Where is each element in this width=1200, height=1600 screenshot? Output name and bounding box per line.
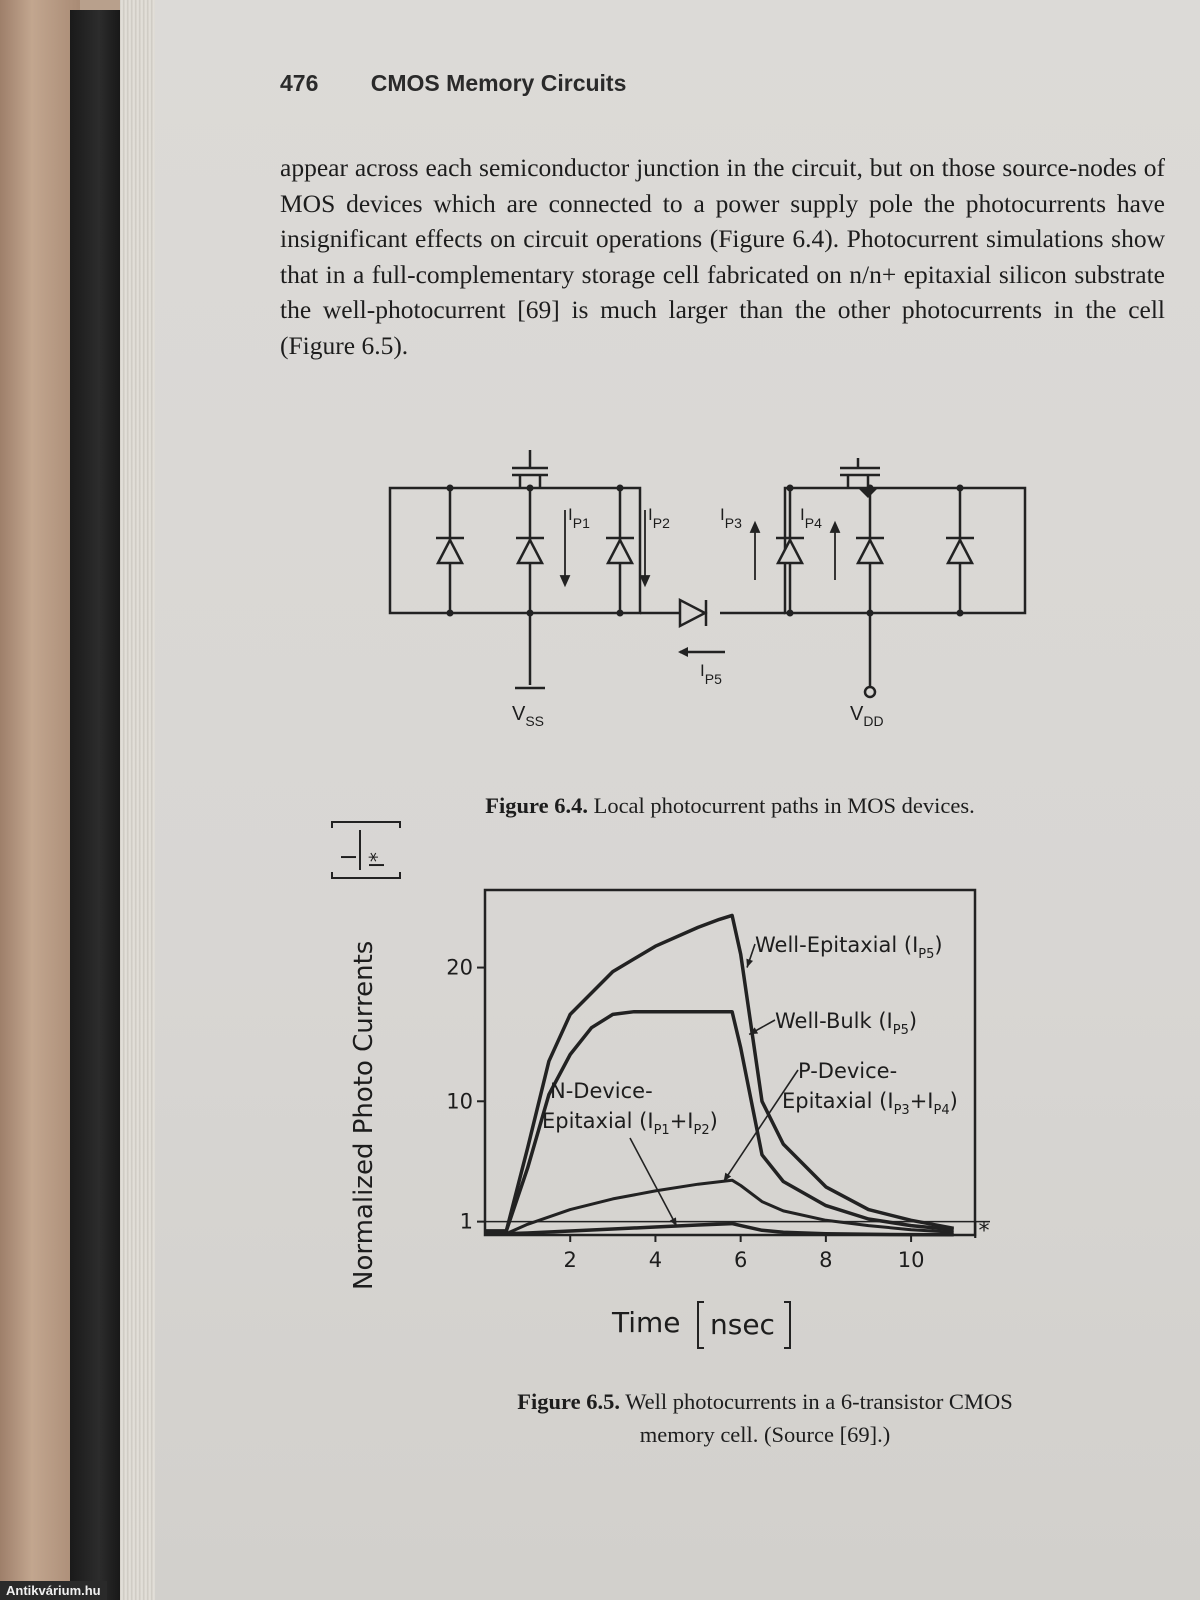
annotation-n-device-line1: N-Device-: [550, 1079, 653, 1103]
figure-6-4-circuit: [380, 430, 1080, 740]
x-tick-label: 2: [563, 1248, 577, 1272]
y-tick-label: 1: [459, 1209, 473, 1234]
watermark: Antikvárium.hu: [0, 1581, 107, 1600]
figure-6-5-caption: [300, 1385, 1200, 1451]
ip5-label: $I_{P5}$: [700, 661, 722, 687]
series-line-4: [485, 1224, 954, 1235]
page-number: 476: [280, 70, 319, 96]
x-tick-label: 4: [648, 1248, 663, 1272]
ip3-label: $I_{P3}$: [720, 505, 742, 531]
i-star-label: I*: [972, 1219, 990, 1244]
ip2-label: $I_{P2}$: [648, 505, 670, 531]
ip4-label: $I_{P4}$: [800, 505, 822, 531]
y-axis-title: Normalized Photo Currents: [349, 940, 379, 1290]
x-tick-label: 10: [897, 1248, 925, 1272]
annotation-arrowhead-1: [746, 959, 753, 968]
figure-6-5-caption-line1: Well photocurrents in a 6-transistor CMOS: [625, 1389, 1013, 1414]
annotation-p-device-line2: Epitaxial $(I_{P3}+I_{P4})$: [782, 1089, 958, 1118]
left-circuit-box: [390, 488, 640, 613]
annotation-well-epitaxial: Well-Epitaxial $(I_{P5})$: [755, 933, 943, 962]
figure-6-4-caption-label: Figure 6.4.: [485, 793, 588, 818]
shelf-background: [0, 0, 80, 1600]
y-unit-num: I: [337, 854, 361, 860]
y-tick-label: 10: [446, 1089, 473, 1114]
figure-6-5-chart: [320, 820, 1020, 1380]
running-title: CMOS Memory Circuits: [370, 70, 627, 96]
ip1-label: $I_{P1}$: [568, 505, 590, 531]
y-axis-unit: [332, 822, 400, 878]
x-unit-text: nsec: [710, 1308, 775, 1341]
y-unit-den: I*: [365, 852, 389, 868]
vdd-label: $V_{DD}$: [850, 703, 884, 729]
body-paragraph: appear across each semiconductor junction in the circuit, but on those source-nodes of MOS devices which are connected to a power supply pole the photocurrents have insignificant effects on circuit operations (Figure 6.4). Photocurrent simulations show that in a full-complementary storage cell fabricated on n/n+ epitaxial silicon substrate the well-photocurrent [69] is much larger than the other photocurrents in the cell (Figure 6.5).: [280, 153, 1165, 360]
running-header: [280, 70, 626, 97]
x-tick-label: 8: [819, 1248, 833, 1272]
annotation-well-bulk: Well-Bulk $(I_{P5})$: [775, 1009, 918, 1038]
annotation-leader-4: [630, 1138, 677, 1226]
right-circuit-box: [785, 488, 1025, 613]
annotation-p-device-line1: P-Device-: [798, 1059, 898, 1083]
figure-6-5-caption-label: Figure 6.5.: [517, 1389, 620, 1414]
figure-6-4-caption: [280, 793, 1180, 819]
vss-label: $V_{SS}$: [512, 703, 545, 729]
x-tick-label: 6: [733, 1248, 748, 1272]
x-axis-title: Time: [612, 1306, 681, 1339]
annotation-n-device-line2: Epitaxial $(I_{P1}+I_{P2})$: [542, 1109, 718, 1138]
y-tick-label: 20: [446, 955, 473, 980]
page-edges: [120, 0, 160, 1600]
figure-6-4-caption-text: Local photocurrent paths in MOS devices.: [593, 793, 975, 818]
figure-6-5-caption-line2: memory cell. (Source [69].): [639, 1422, 891, 1447]
x-axis-unit: [698, 1302, 790, 1348]
